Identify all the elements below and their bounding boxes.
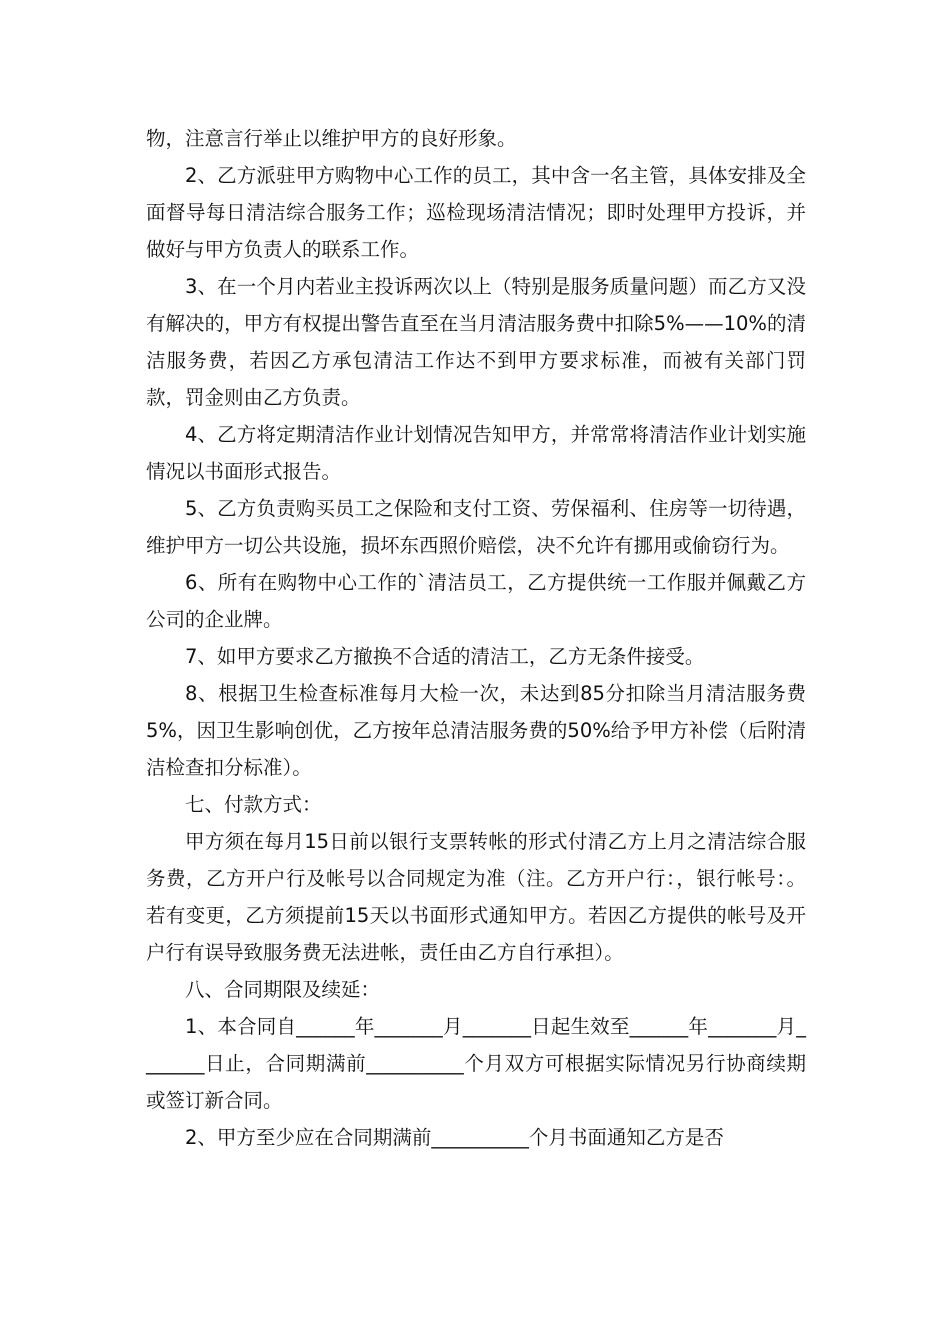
paragraph-clause-7: 7、如甲方要求乙方撤换不合适的清洁工，乙方无条件接受。	[185, 645, 705, 668]
paragraph-clause-8: 8、根据卫生检查标准每月大检一次，未达到85分扣除当月清洁服务费5%，因卫生影响创优，乙方按年总清洁服务费的50%给予甲方补偿（后附清洁检查扣分标准）。	[146, 682, 806, 779]
paragraph-clause-6: 6、所有在购物中心工作的`清洁员工，乙方提供统一工作服并佩戴乙方公司的企业牌。	[146, 571, 806, 631]
paragraph-term-2: 2、甲方至少应在合同期满前__________个月书面通知乙方是否	[185, 1126, 724, 1149]
paragraph-clause-3: 3、在一个月内若业主投诉两次以上（特别是服务质量问题）而乙方又没有解决的，甲方有权提出警告直至在当月清洁服务费中扣除5%——10%的清洁服务费，若因乙方承包清洁工作达不到甲方要求标准，而被有关部门罚款，罚金则由乙方负责。	[146, 275, 806, 409]
paragraph-clause-5: 5、乙方负责购买员工之保险和支付工资、劳保福利、住房等一切待遇，维护甲方一切公共设施，损坏东西照价赔偿，决不允许有挪用或偷窃行为。	[146, 497, 806, 557]
paragraph-clause-4: 4、乙方将定期清洁作业计划情况告知甲方，并常常将清洁作业计划实施情况以书面形式报告。	[146, 423, 806, 483]
paragraph-term-1: 1、本合同自______年_______月_______日起生效至______年_______月_______日止，合同期满前__________个月双方可根据实际情况另行协商续期或签订新合同。	[146, 1015, 806, 1112]
paragraph-clause-2: 2、乙方派驻甲方购物中心工作的员工，其中含一名主管，具体安排及全面督导每日清洁综合服务工作；巡检现场清洁情况；即时处理甲方投诉，并做好与甲方负责人的联系工作。	[146, 164, 806, 261]
paragraph-continuation: 物，注意言行举止以维护甲方的良好形象。	[146, 127, 517, 150]
paragraph-payment-terms: 甲方须在每月15日前以银行支票转帐的形式付清乙方上月之清洁综合服务费，乙方开户行及帐号以合同规定为准（注。乙方开户行：，银行帐号：。若有变更，乙方须提前15天以书面形式通知甲方。若因乙方提供的帐号及开户行有误导致服务费无法进帐，责任由乙方自行承担）。	[146, 830, 806, 964]
document-body	[146, 120, 806, 1156]
section-heading-term: 八、合同期限及续延：	[185, 978, 381, 1001]
section-heading-payment: 七、付款方式：	[185, 793, 322, 816]
